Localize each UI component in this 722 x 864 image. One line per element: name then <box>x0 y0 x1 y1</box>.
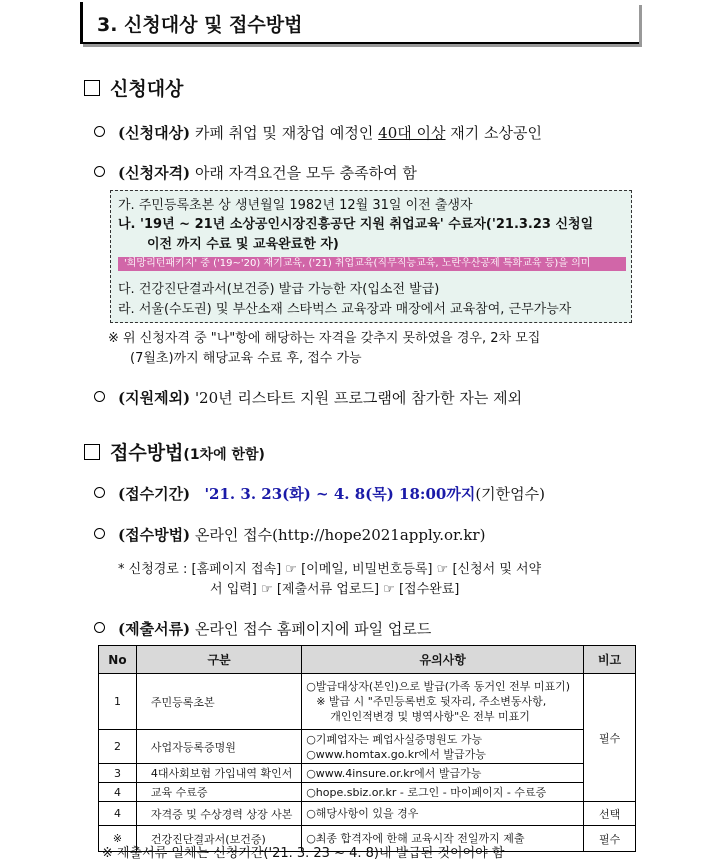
qual-note-1: ※ 위 신청자격 중 "나"항에 해당하는 자격을 갖추지 못하였을 경우, 2차 모집 <box>108 331 541 346</box>
qual-item-a: 가. 주민등록초본 상 생년월일 1982년 12월 31일 이전 출생자 <box>118 198 473 213</box>
qual-item-b: 나. '19년 ~ 21년 소상공인시장진흥공단 지원 취업교육' 수료자('21.3.23 신청일 <box>118 217 594 232</box>
table-header-notes: 유의사항 <box>302 646 584 674</box>
heading-method <box>84 438 265 465</box>
qual-item-c: 다. 건강진단결과서(보건증) 발급 가능한 자(입소전 발급) <box>118 282 440 297</box>
row-remark-optional: 선택 <box>584 802 636 826</box>
row-note-line: ○hope.sbiz.or.kr - 로그인 - 마이페이지 - 수료증 <box>306 785 547 799</box>
table-row <box>99 802 636 826</box>
documents-table <box>98 645 636 852</box>
target-pre: 카페 취업 및 재창업 예정인 <box>194 124 379 142</box>
qual-item-d: 라. 서울(수도권) 및 부산소재 스타벅스 교육장과 매장에서 교육참여, 근무가능자 <box>118 302 572 317</box>
circle-bullet-icon <box>94 126 105 137</box>
row-no: 3 <box>99 764 137 783</box>
row-note-line: ○발급대상자(본인)으로 발급(가족 동거인 전부 미표기) <box>306 680 571 693</box>
row-no: 2 <box>99 730 137 764</box>
heading-target <box>84 74 183 101</box>
route-line-1 <box>118 558 541 577</box>
method-text: 온라인 접수(http://hope2021apply.or.kr) <box>194 526 486 544</box>
checkbox-square-icon <box>84 80 100 96</box>
target-post: 재기 소상공인 <box>445 124 542 142</box>
table-row <box>99 764 636 783</box>
period-text: '21. 3. 23(화) ~ 4. 8(목) 18:00까지 <box>204 485 476 503</box>
docs-text: 온라인 접수 홈페이지에 파일 업로드 <box>194 620 432 638</box>
row-notes <box>302 674 584 730</box>
qualification-box <box>110 190 632 323</box>
method-line <box>94 524 485 545</box>
circle-bullet-icon <box>94 391 105 402</box>
row-name: 자격증 및 수상경력 상장 사본 <box>136 802 301 826</box>
row-no: 4 <box>99 802 137 826</box>
table-header-remark: 비고 <box>584 646 636 674</box>
qual-note-2: (7월초)까지 해당교육 수료 후, 접수 가능 <box>130 351 362 366</box>
row-remark-required-2: 필수 <box>584 826 636 852</box>
route-step-1: [홈페이지 접속] <box>191 562 282 577</box>
section-title: 3. 신청대상 및 접수방법 <box>97 14 303 36</box>
route-step-3b: 서 입력] <box>210 582 257 597</box>
heading-method-text: 접수방법 <box>110 442 184 464</box>
excl-text: '20년 리스타트 지원 프로그램에 참가한 자는 제외 <box>194 389 523 407</box>
row-note-line: ○www.4insure.or.kr에서 발급가능 <box>306 766 482 780</box>
hand-pointer-icon: ☞ <box>383 582 395 597</box>
heading-method-sub: (1차에 한함) <box>183 447 265 463</box>
row-note-line: ○최종 합격자에 한해 교육시작 전일까지 제출 <box>306 832 525 845</box>
row-notes <box>302 730 584 764</box>
footer-note: ※ 제출서류 일체는 신청기간('21. 3. 23 ~ 4. 8)내 발급된 것이어야 함 <box>102 846 505 861</box>
label-docs: (제출서류) <box>118 620 191 638</box>
qual-line <box>94 162 417 183</box>
row-name: 건강진단결과서(보건증) <box>136 826 301 852</box>
section-header <box>80 2 639 44</box>
row-notes <box>302 783 584 802</box>
circle-bullet-icon <box>94 166 105 177</box>
qual-item-b-cont: 이전 까지 수료 및 교육완료한 자) <box>147 237 339 252</box>
row-note-line: ※ 발급 시 "주민등록번호 뒷자리, 주소변동사항, <box>316 695 547 708</box>
table-header-row <box>99 646 636 674</box>
row-no: ※ <box>99 826 137 852</box>
hand-pointer-icon: ☞ <box>436 562 449 577</box>
row-name: 사업자등록증명원 <box>136 730 301 764</box>
table-row <box>99 783 636 802</box>
row-remark-required: 필수 <box>584 674 636 802</box>
table-row <box>99 730 636 764</box>
row-notes <box>302 802 584 826</box>
period-line <box>94 483 545 504</box>
hand-pointer-icon: ☞ <box>261 582 273 597</box>
route-step-4: [제출서류 업로드] <box>276 582 380 597</box>
circle-bullet-icon <box>94 528 105 539</box>
route-line-2 <box>210 578 459 597</box>
circle-bullet-icon <box>94 622 105 633</box>
row-name: 교육 수료증 <box>136 783 301 802</box>
docs-line <box>94 618 431 639</box>
target-line <box>94 122 542 143</box>
row-name: 주민등록초본 <box>136 674 301 730</box>
label-method: (접수방법) <box>118 526 191 544</box>
row-note-line: ○www.homtax.go.kr에서 발급가능 <box>306 747 486 761</box>
label-period: (접수기간) <box>118 485 191 503</box>
label-target: (신청대상) <box>118 124 191 142</box>
qual-item-b-note-text: '희망리턴패키지' 중 ('19~'20) 재기교육, ('21) 취업교육(직무직능교육, 노란우산공제 특화교육 등)을 의미 <box>124 258 591 269</box>
row-note-line: 개인인적변경 및 병역사항"은 전부 미표기 <box>330 710 530 723</box>
row-notes <box>302 764 584 783</box>
table-header-no: No <box>99 646 137 674</box>
target-age: 40대 이상 <box>378 124 446 142</box>
period-suffix: (기한엄수) <box>475 485 545 503</box>
table-header-category: 구분 <box>136 646 301 674</box>
checkbox-square-icon <box>84 444 100 460</box>
row-note-line: ○기폐업자는 폐업사실증명원도 가능 <box>306 732 483 746</box>
row-no: 4 <box>99 783 137 802</box>
label-excl: (지원제외) <box>118 389 191 407</box>
row-no: 1 <box>99 674 137 730</box>
route-step-3: [신청서 및 서약 <box>452 562 542 577</box>
route-step-5: [접수완료] <box>398 582 460 597</box>
label-qual: (신청자격) <box>118 164 191 182</box>
qual-text: 아래 자격요건을 모두 충족하여 함 <box>194 164 417 182</box>
exclusion-line <box>94 387 522 408</box>
table-row <box>99 674 636 730</box>
hand-pointer-icon: ☞ <box>285 562 297 577</box>
route-step-2: [이메일, 비밀번호등록] <box>301 562 433 577</box>
row-note-line: ○해당사항이 있을 경우 <box>306 807 419 820</box>
qual-item-b-note <box>118 257 626 271</box>
route-label: * 신청경로 : <box>118 562 192 577</box>
circle-bullet-icon <box>94 487 105 498</box>
row-name: 4대사회보험 가입내역 확인서 <box>136 764 301 783</box>
heading-target-text: 신청대상 <box>110 78 184 100</box>
